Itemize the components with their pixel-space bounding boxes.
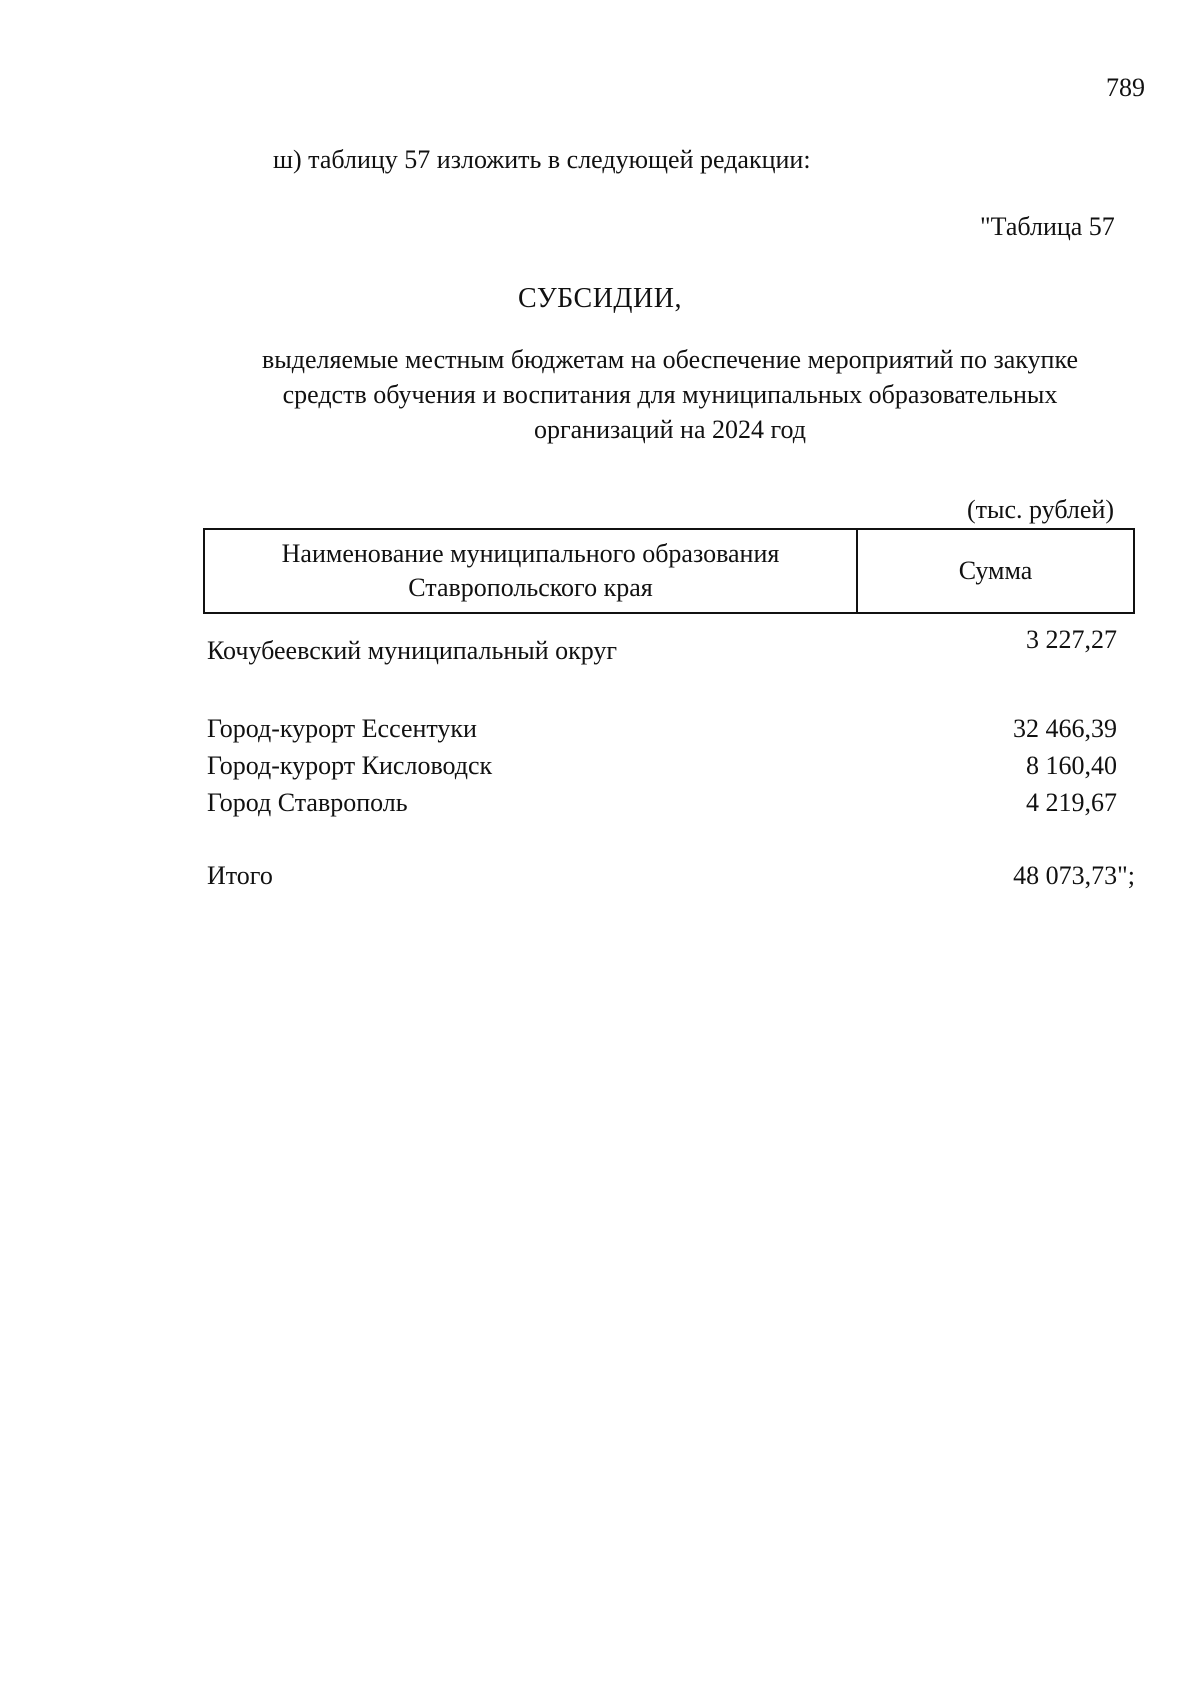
subtitle-line-1: выделяемые местным бюджетам на обеспечение мероприятий по закупке (262, 345, 1078, 374)
header-sum-cell: Сумма (958, 556, 1033, 585)
header-name-cell: Наименование муниципального образования Ставропольского края (205, 530, 858, 612)
units-label: (тыс. рублей) (967, 495, 1115, 524)
table-row-name: Город-курорт Кисловодск (207, 751, 493, 780)
document-title: СУБСИДИИ, (518, 283, 682, 314)
document-subtitle (200, 342, 1140, 447)
intro-paragraph: ш) таблицу 57 изложить в следующей редакции: (273, 145, 811, 174)
table-row-name: Город-курорт Ессентуки (207, 714, 477, 743)
table-row-amount: 32 466,39 (1013, 714, 1117, 743)
subtitle-line-2: средств обучения и воспитания для муниципальных образовательных (282, 380, 1058, 409)
total-row-amount: 48 073,73"; (1013, 861, 1135, 890)
page-number: 789 (1106, 73, 1145, 102)
table-row-amount: 3 227,27 (1026, 625, 1117, 654)
table-row-name: Кочубеевский муниципальный округ (207, 636, 618, 665)
table-header (203, 528, 1135, 614)
table-row-amount: 4 219,67 (1026, 788, 1117, 817)
table-label: "Таблица 57 (980, 212, 1115, 241)
total-row-name: Итого (207, 861, 273, 890)
table-row-amount: 8 160,40 (1026, 751, 1117, 780)
subtitle-line-3: организаций на 2024 год (533, 415, 807, 444)
table-row-name: Город Ставрополь (207, 788, 408, 817)
